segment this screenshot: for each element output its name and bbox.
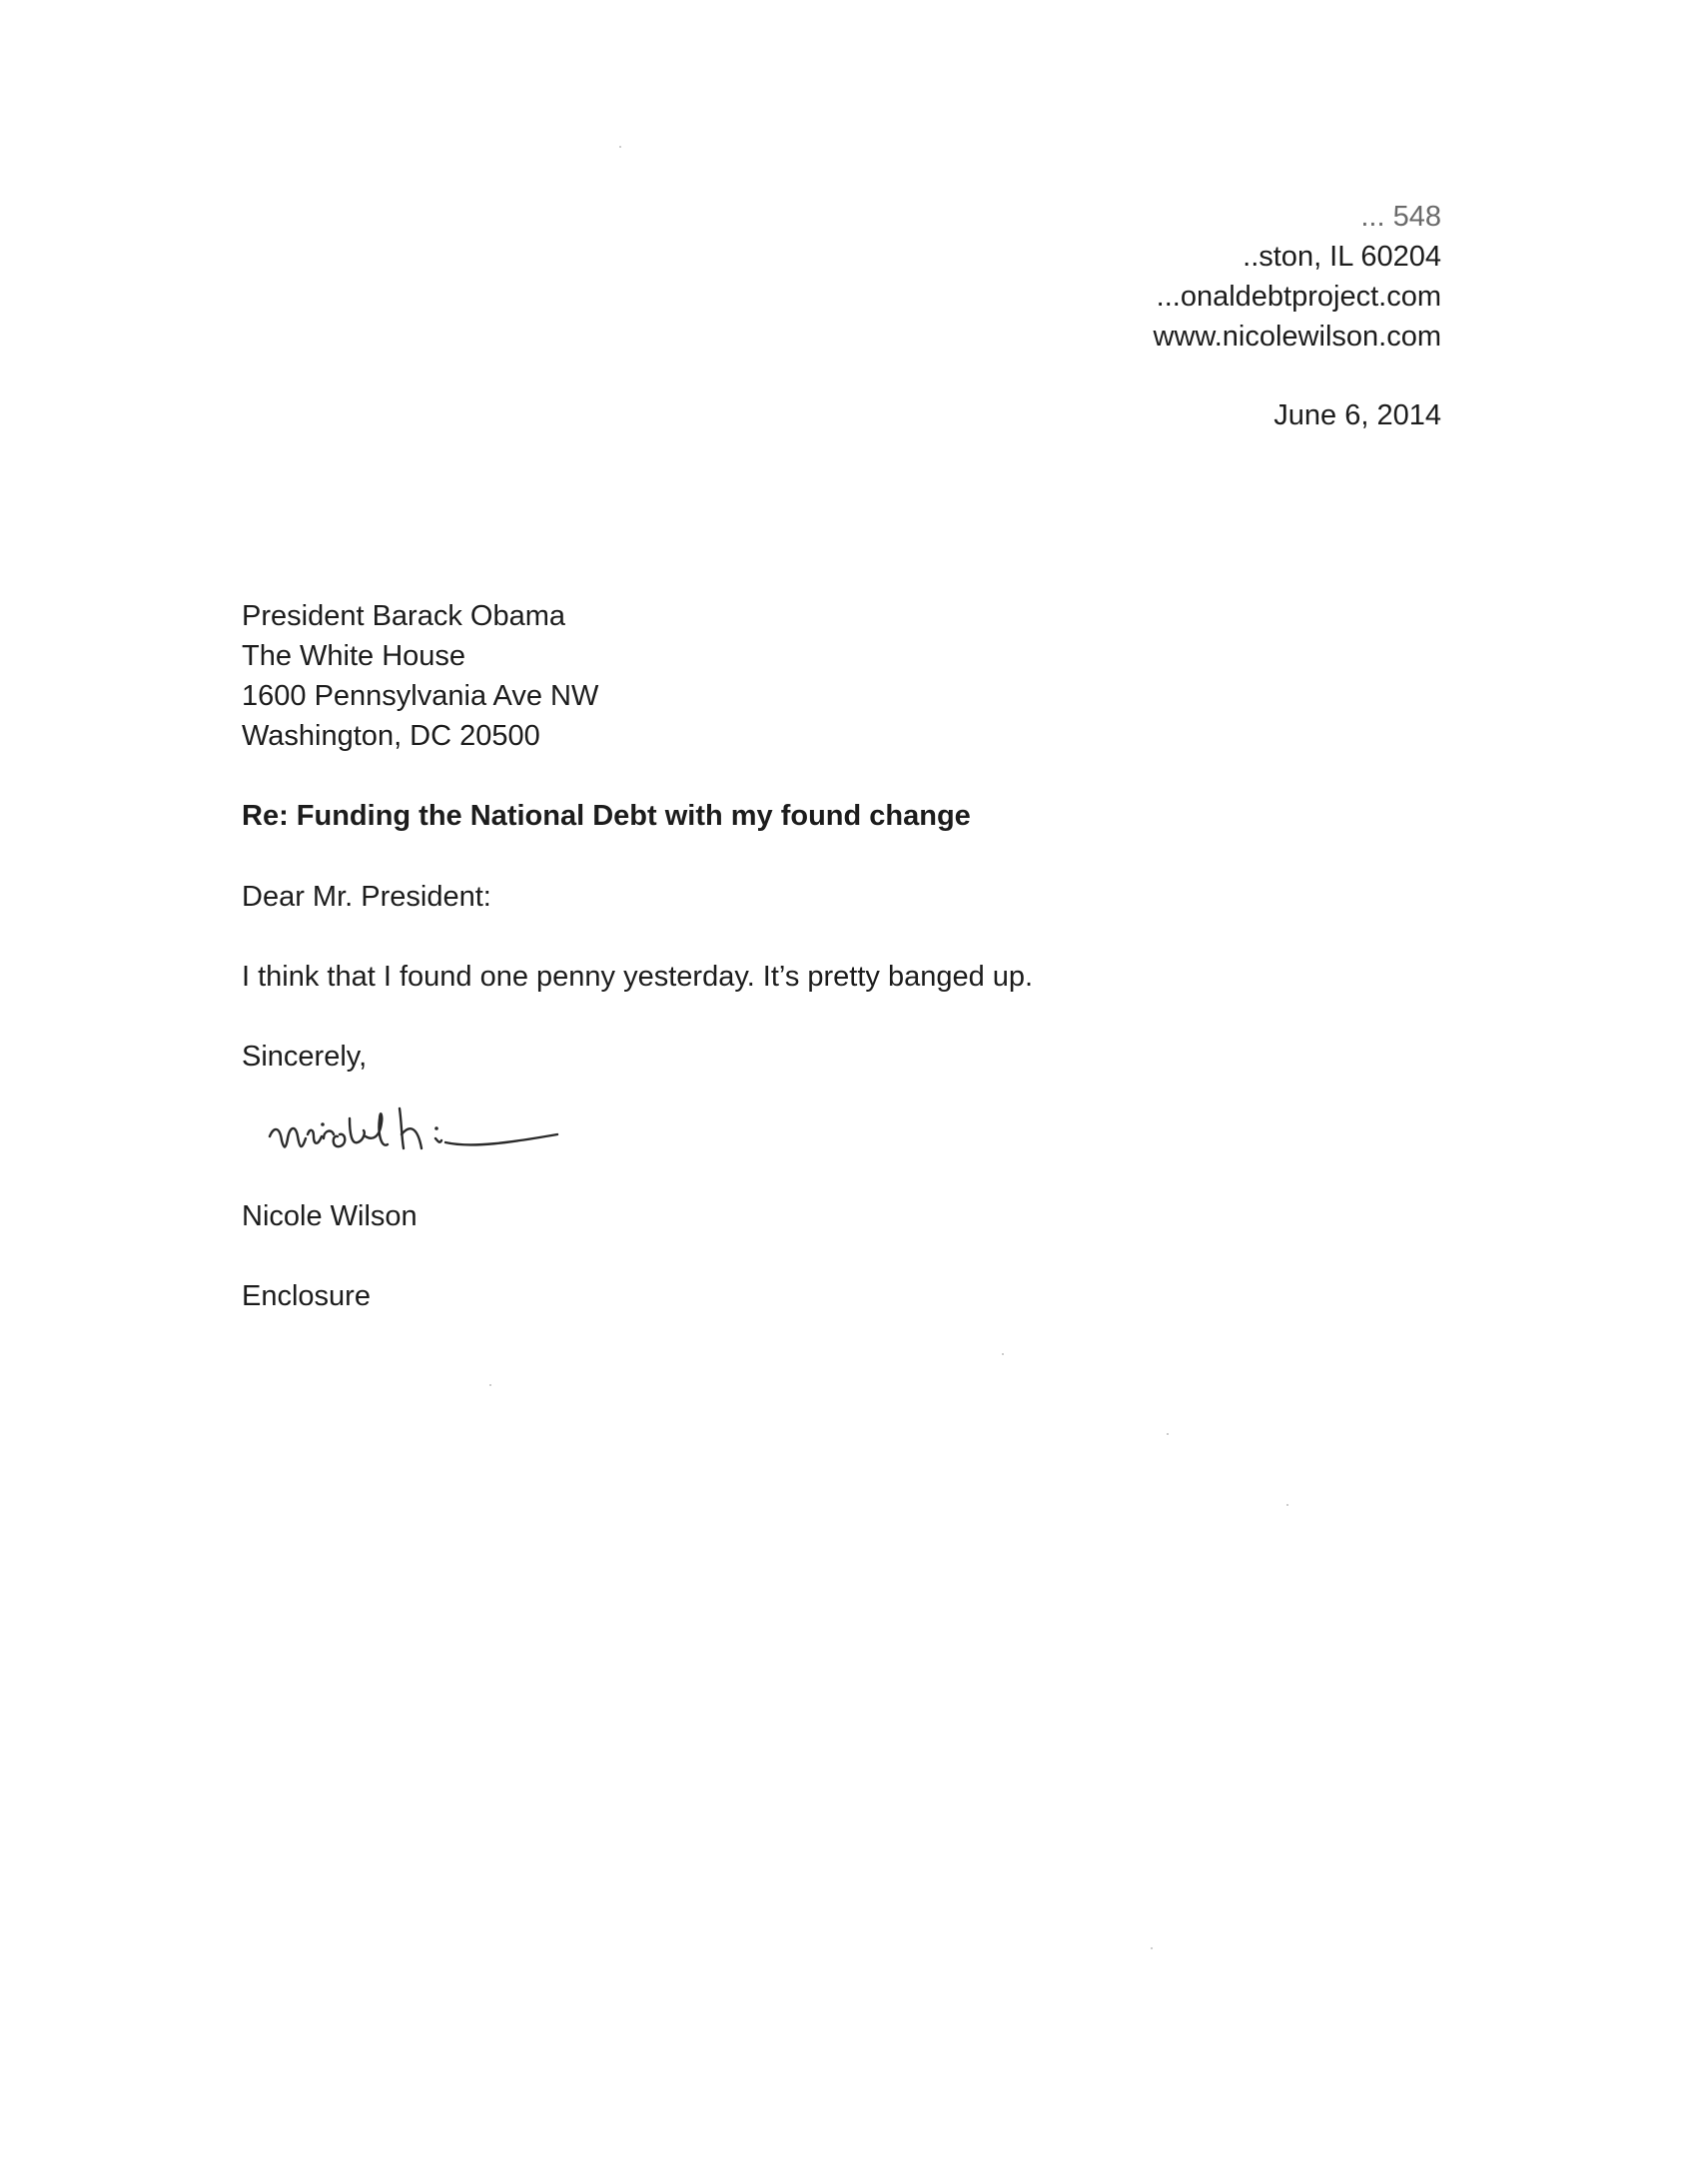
- body-paragraph: I think that I found one penny yesterday. It’s pretty banged up.: [242, 961, 1034, 993]
- sender-email-site: ...onaldebtproject.com: [1156, 281, 1441, 313]
- letter-date: June 6, 2014: [1274, 399, 1441, 431]
- handwritten-signature: [262, 1079, 591, 1188]
- closing: Sincerely,: [242, 1041, 368, 1073]
- scan-speck: [1151, 1947, 1153, 1949]
- scan-speck: [489, 1384, 491, 1386]
- scan-speck: [1167, 1433, 1169, 1435]
- enclosure-note: Enclosure: [242, 1280, 371, 1312]
- scan-speck: [619, 146, 621, 148]
- recipient-city-state-zip: Washington, DC 20500: [242, 720, 540, 752]
- sender-address-line: ... 548: [1360, 201, 1441, 233]
- sender-city-state-zip: ..ston, IL 60204: [1243, 241, 1441, 273]
- recipient-name: President Barack Obama: [242, 600, 565, 632]
- subject-line: Re: Funding the National Debt with my found change: [242, 800, 971, 832]
- scan-speck: [1002, 1353, 1004, 1355]
- signer-name: Nicole Wilson: [242, 1200, 418, 1232]
- recipient-organization: The White House: [242, 640, 466, 672]
- sender-address-block: [1154, 197, 1442, 357]
- recipient-street: 1600 Pennsylvania Ave NW: [242, 680, 599, 712]
- sender-website: www.nicolewilson.com: [1153, 321, 1441, 353]
- salutation: Dear Mr. President:: [242, 881, 491, 913]
- recipient-address-block: [242, 596, 598, 756]
- scan-speck: [1286, 1504, 1288, 1506]
